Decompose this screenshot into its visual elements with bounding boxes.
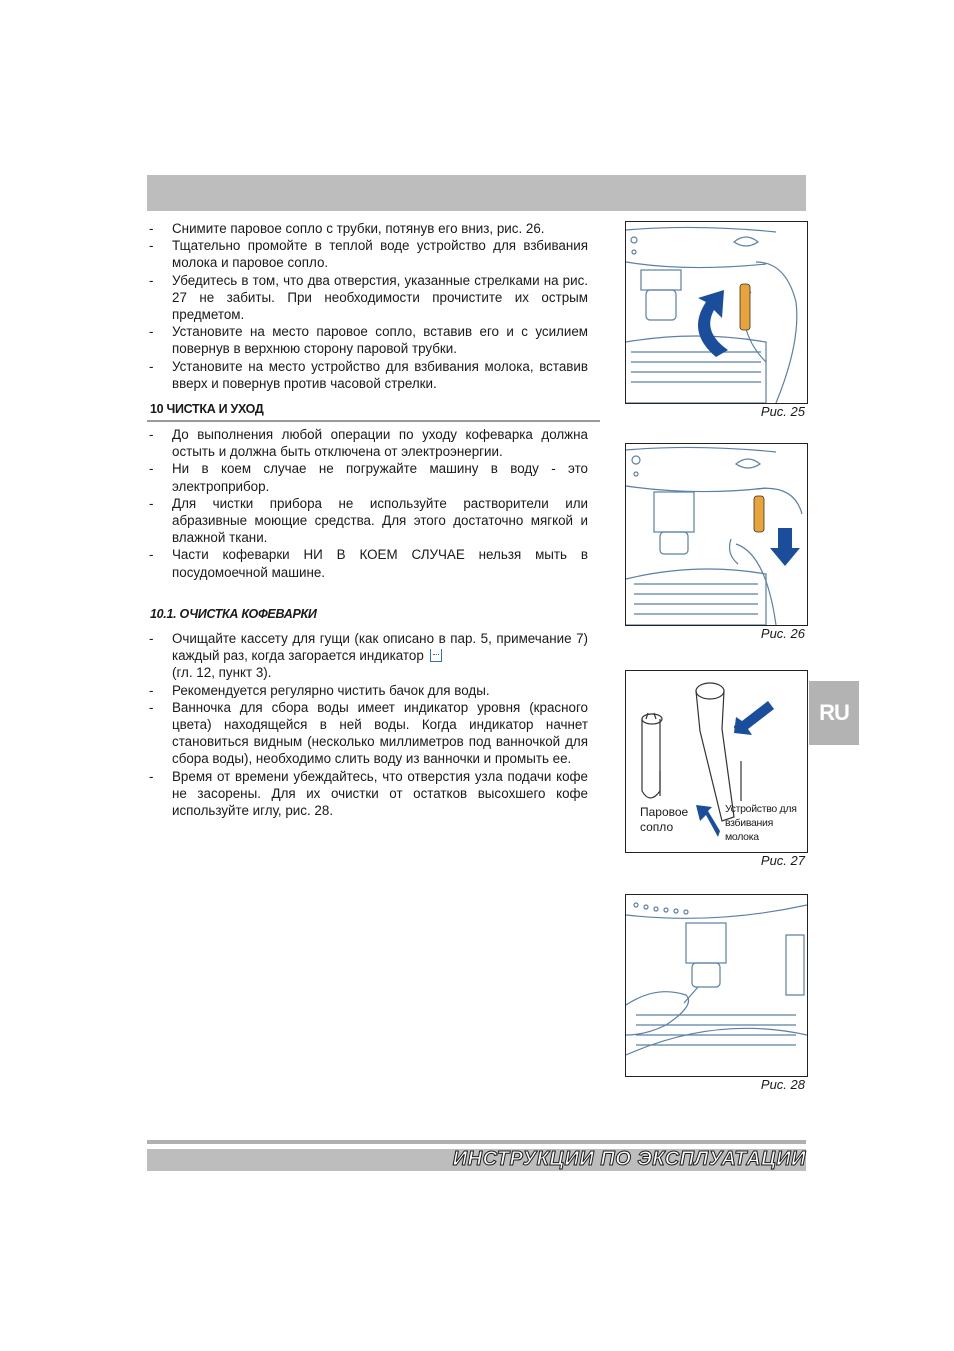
grounds-indicator-icon — [430, 649, 442, 662]
section-10-1-title: 10.1. ОЧИСТКА КОФЕВАРКИ — [150, 607, 317, 621]
list-item: - Тщательно промойте в теплой воде устройство для взбивания молока и паровое сопло. — [149, 238, 588, 271]
footer-bar — [147, 1149, 806, 1171]
list-item: - Установите на место устройство для взбивания молока, вставив вверх и повернув против часовой стрелки. — [149, 358, 588, 391]
list-item: - Для чистки прибора не используйте растворители или абразивные моющие средства. Для этого достаточно мягкой и влажной ткани. — [149, 495, 588, 546]
list-item: - Ни в коем случае не погружайте машину в воду - это электроприбор. — [149, 461, 588, 494]
list-item: - Части кофеварки НИ В КОЕМ СЛУЧАЕ нельзя мыть в посудомоечной машине. — [149, 547, 588, 580]
footer-title: ИНСТРУКЦИИ ПО ЭКСПЛУАТАЦИИ — [452, 1148, 806, 1170]
figure-25-illustration — [625, 221, 808, 404]
list-item: - Рекомендуется регулярно чистить бачок для воды. — [149, 682, 490, 698]
figure-28-illustration — [625, 894, 808, 1077]
section-divider — [147, 420, 600, 422]
figure-26-illustration — [625, 443, 808, 626]
coffee-outlet-cleaning-drawing — [626, 895, 807, 1076]
list-item: - Очищайте кассету для гущи (как описано в пар. 5, примечание 7) каждый раз, когда загорается индикатор (гл. 12, пункт 3). — [149, 631, 588, 681]
list-item: - Время от времени убеждайтесь, что отверстия узла подачи кофе не засорены. Для их очистки от остатков высохшего кофе используйте иглу, рис. 28. — [149, 768, 588, 819]
figure-27-illustration — [625, 670, 808, 853]
figure-26-caption: Рис. 26 — [760, 626, 805, 641]
list-item: - Ванночка для сбора воды имеет индикатор уровня (красного цвета) находящейся в ней воды. Когда индикатор начнет становиться видным (несколько миллиметров под ванночкой для сбора воды), необходимо слить воду из ванночки и промыть ее. — [149, 699, 588, 767]
list-item: - Убедитесь в том, что два отверстия, указанные стрелками на рис. 27 не забиты. При необходимости прочистите их острым предметом. — [149, 272, 588, 323]
list-item: - До выполнения любой операции по уходу кофеварка должна остыть и должна быть отключена от электроэнергии. — [149, 427, 588, 460]
list-item: - Установите на место паровое сопло, вставив его и с усилием повернув в верхнюю сторону паровой трубки. — [149, 324, 588, 357]
milk-frother-label: Устройство для взбивания молока — [725, 803, 797, 843]
machine-steam-nozzle-install-drawing — [626, 222, 807, 403]
header-bar — [147, 175, 806, 211]
figure-28-caption: Рис. 28 — [760, 1077, 805, 1092]
figure-25-caption: Рис. 25 — [760, 404, 805, 419]
section-10-bullet-list — [148, 426, 588, 581]
figure-27-caption: Рис. 27 — [760, 853, 805, 868]
footer-rule — [147, 1140, 806, 1144]
list-item: - Снимите паровое сопло с трубки, потянув его вниз, рис. 26. — [149, 221, 545, 236]
language-tab: RU — [809, 681, 859, 745]
machine-steam-nozzle-remove-drawing — [626, 444, 807, 625]
top-bullet-list — [148, 220, 588, 392]
section-10-1-bullet-list — [148, 630, 588, 819]
section-10-title: 10 ЧИСТКА И УХОД — [150, 402, 264, 416]
steam-nozzle-label: Паровое сопло — [640, 805, 689, 834]
